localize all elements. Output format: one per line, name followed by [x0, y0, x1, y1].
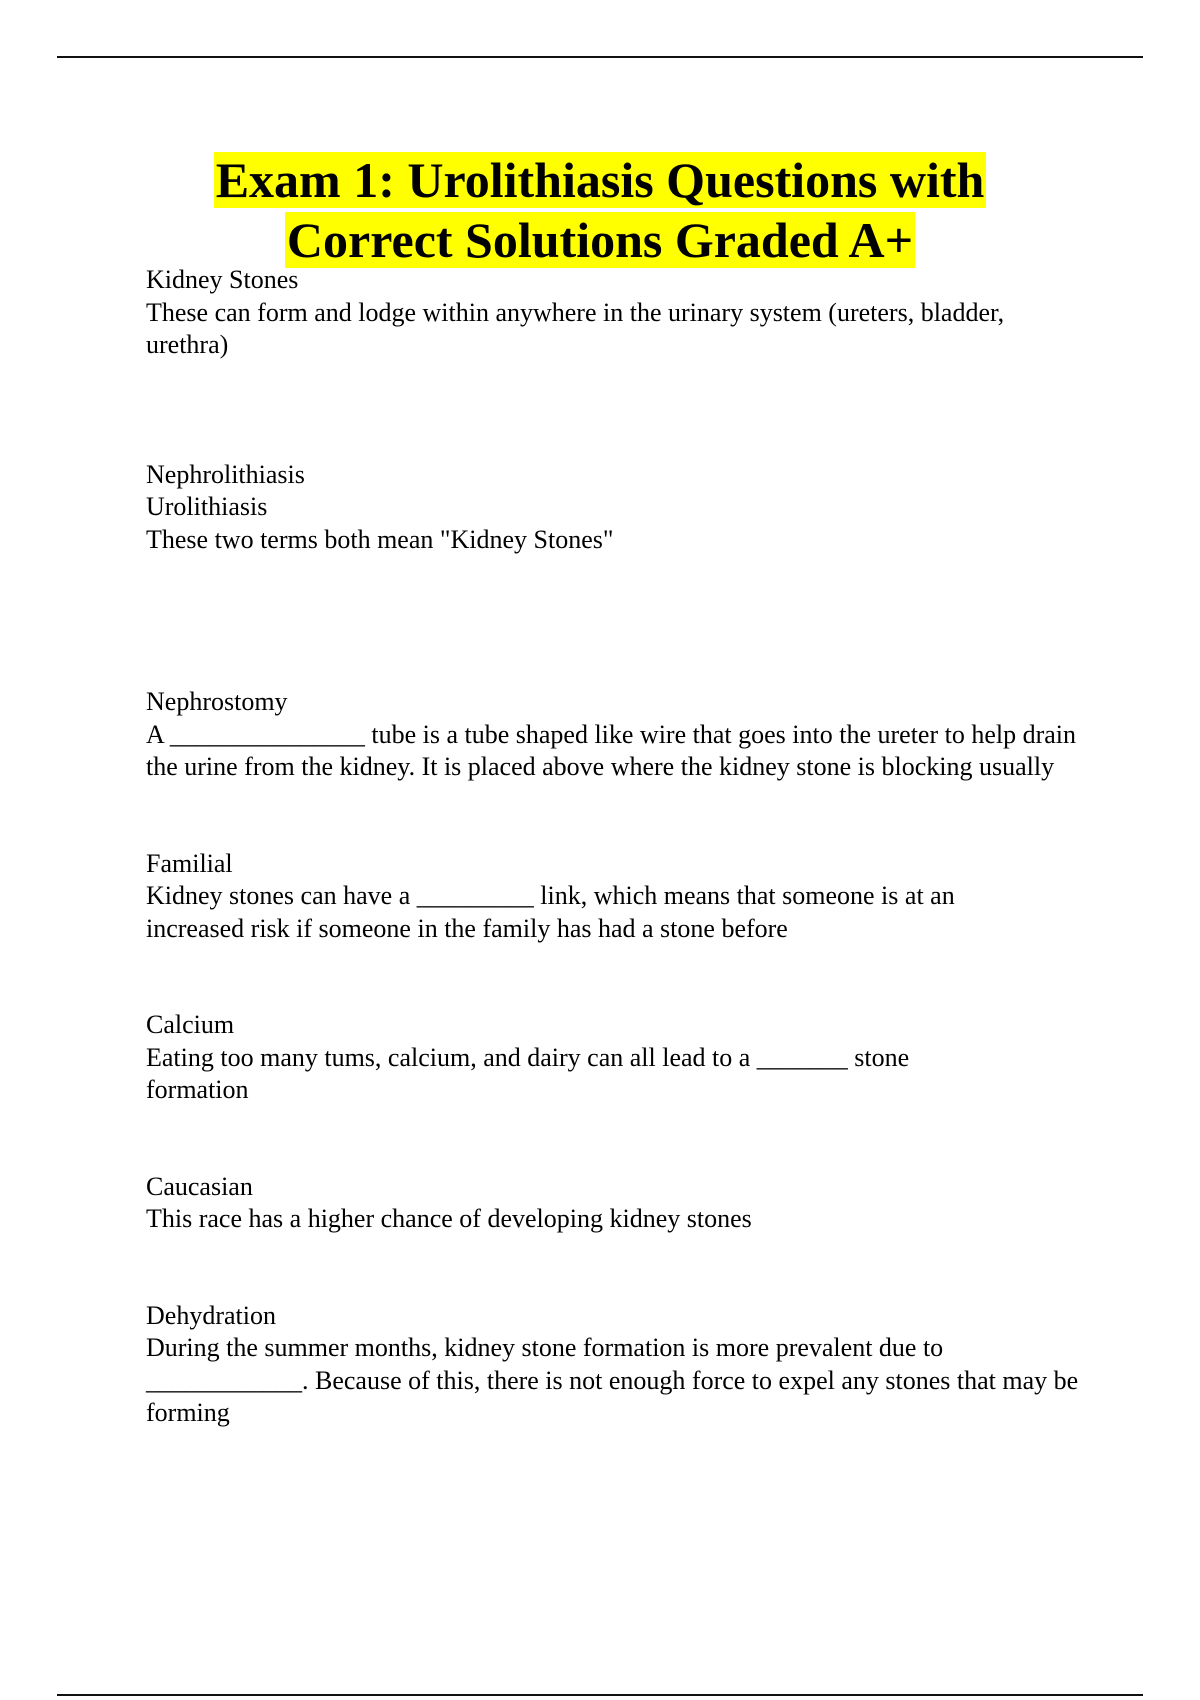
title-line-2: Correct Solutions Graded A+	[286, 212, 914, 268]
qa-item	[146, 264, 1086, 362]
title-line-1: Exam 1: Urolithiasis Questions with	[215, 152, 985, 208]
qa-term: Familial	[146, 848, 233, 878]
qa-term-alternate: Urolithiasis	[146, 492, 268, 521]
top-divider	[57, 56, 1143, 58]
qa-definition: A _______________ tube is a tube shaped like wire that goes into the ureter to help drain the urine from the kidney. It is placed above where the kidney stone is blocking usually	[146, 719, 1077, 781]
qa-item	[146, 848, 1086, 946]
qa-term: Nephrostomy	[146, 687, 288, 716]
qa-item	[146, 1300, 1086, 1430]
qa-item	[146, 1009, 1086, 1107]
qa-definition: These two terms both mean "Kidney Stones"	[146, 524, 614, 554]
qa-definition: This race has a higher chance of developing kidney stones	[146, 1204, 752, 1233]
qa-item	[146, 686, 1086, 784]
document-title	[0, 150, 1200, 270]
qa-term: Nephrolithiasis	[146, 459, 305, 489]
qa-list	[146, 264, 1086, 1430]
qa-definition: These can form and lodge within anywhere in the urinary system (ureters, bladder, urethra)	[146, 297, 1005, 359]
qa-definition: Kidney stones can have a _________ link, which means that someone is at an increased risk if someone in the family has had a stone before	[146, 881, 955, 943]
qa-term: Kidney Stones	[146, 265, 299, 294]
qa-item	[146, 459, 1086, 557]
qa-term: Dehydration	[146, 1300, 276, 1330]
qa-item	[146, 1171, 1086, 1236]
qa-term: Calcium	[146, 1010, 235, 1039]
qa-term: Caucasian	[146, 1171, 253, 1201]
qa-definition: Eating too many tums, calcium, and dairy can all lead to a _______ stone formation	[146, 1042, 910, 1104]
qa-definition: During the summer months, kidney stone formation is more prevalent due to ____________. Because of this, there is not enough force to expel any stones that may be forming	[146, 1333, 1079, 1427]
bottom-divider	[57, 1694, 1143, 1696]
